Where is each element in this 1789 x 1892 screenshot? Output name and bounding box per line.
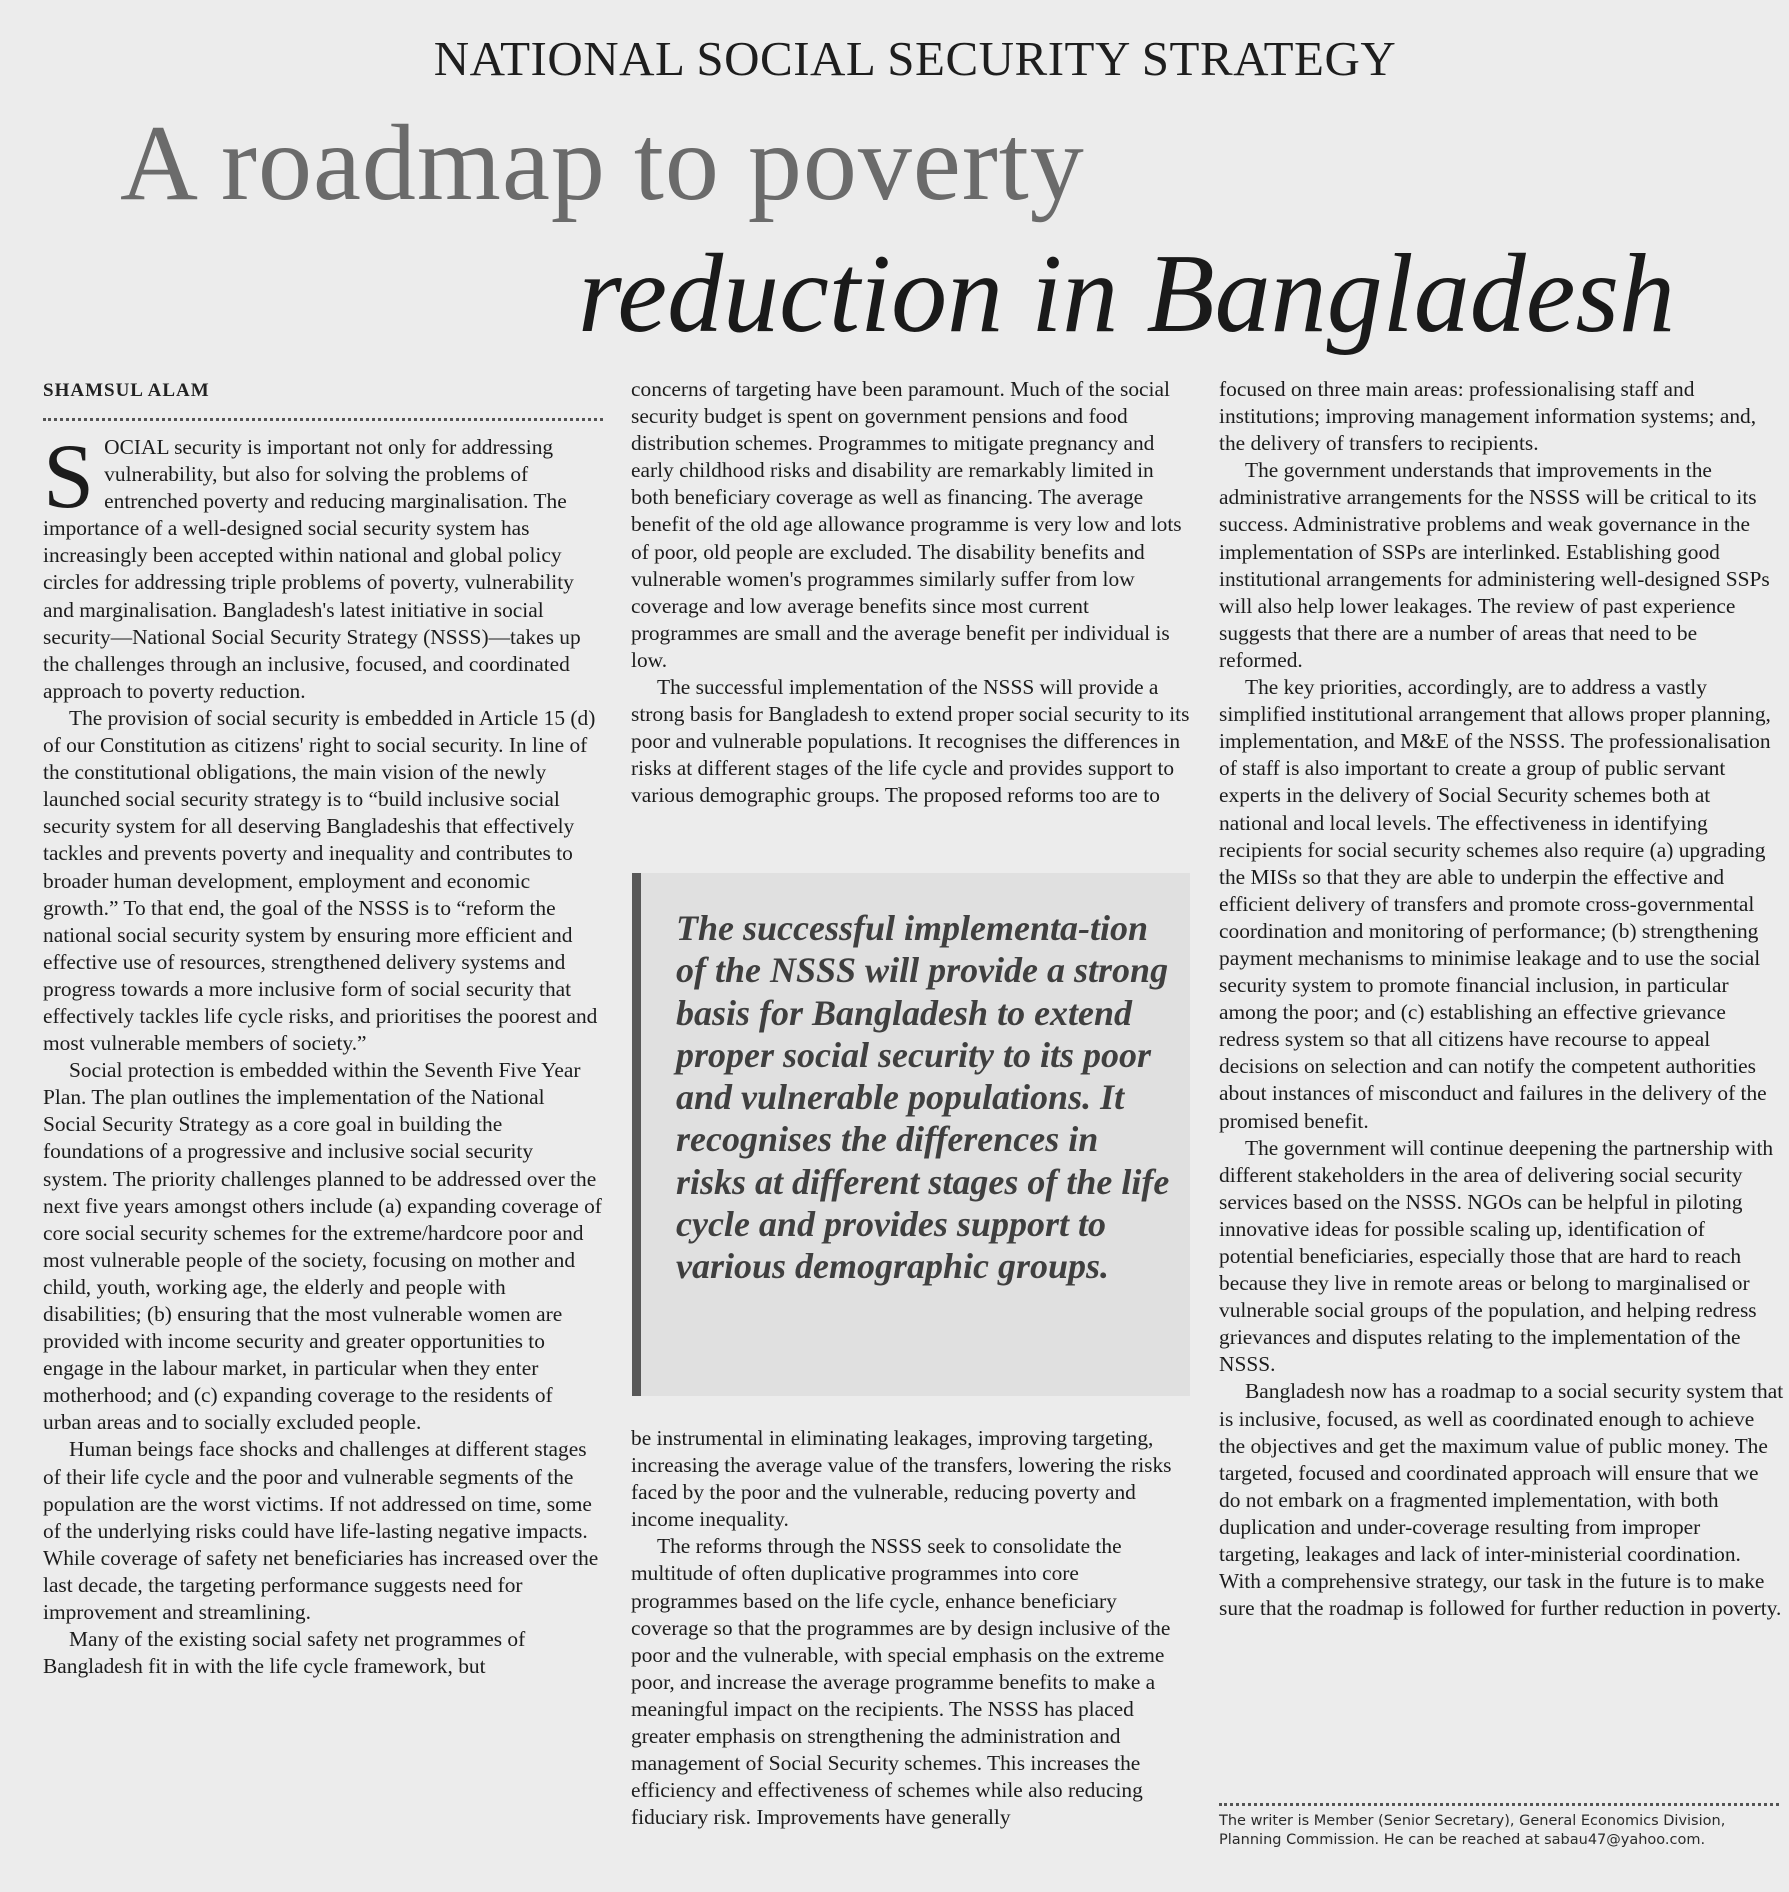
- byline-divider: [43, 418, 603, 421]
- pull-quote: [632, 873, 1190, 1396]
- col2-paragraph-3: be instrumental in eliminating leakages, improving targeting, increasing the average value of the transfers, lowering the risks faced by the poor and the vulnerable, reducing poverty and income inequality.: [631, 1426, 1172, 1532]
- col2-paragraph-2: The successful implementation of the NSSS will provide a strong basis for Bangladesh to extend proper social security to its poor and vulnerable populations. It recognises the differences in risks at different stages of the life cycle and provides support to various demographic groups. The proposed reforms too are to: [631, 675, 1190, 808]
- col3-paragraph-3: The key priorities, accordingly, are to address a vastly simplified institutional arrangement that allows proper planning, implementation, and M&E of the NSSS. The professionalisation of staff is also important to create a group of public servant experts in the delivery of Social Security schemes both at national and local levels. The effectiveness in identifying recipients for social security schemes also require (a) upgrading the MISs so that they are able to underpin the effective and efficient delivery of transfers and promote cross-governmental coordination and monitoring of performance; (b) strengthening payment mechanisms to minimise leakage and to use the social security system to promote financial inclusion, in particular among the poor; and (c) establishing an effective grievance redress system so that all citizens have recourse to appeal decisions on selection and can notify the competent authorities about instances of misconduct and failures in the delivery of the promised benefit.: [1219, 675, 1771, 1133]
- section-title: NATIONAL SOCIAL SECURITY STRATEGY: [433, 31, 1397, 86]
- col1-paragraph-5: Many of the existing social safety net programmes of Bangladesh fit in with the life cycle framework, but: [43, 1627, 526, 1679]
- pull-quote-text: The successful implementa-tion of the NSSS will provide a strong basis for Bangladesh to extend proper social security to its poor and vulnerable populations. It recognises the differences in risks at different stages of the life cycle and provides support to various demographic groups.: [676, 908, 1170, 1287]
- byline: SHAMSUL ALAM: [43, 380, 210, 401]
- col3-paragraph-5: Bangladesh now has a roadmap to a social security system that is inclusive, focused, as well as coordinated enough to achieve the objectives and get the maximum value of public money. The targeted, focused and coordinated approach will ensure that we do not embark on a fragmented implementation, with both duplication and under-coverage resulting from improper targeting, leakages and lack of inter-ministerial coordination. With a comprehensive strategy, our task in the future is to make sure that the roadmap is followed for further reduction in poverty.: [1219, 1379, 1784, 1621]
- col1-paragraph-2: The provision of social security is embedded in Article 15 (d) of our Constitution as citizens' right to social security. In line of the constitutional obligations, the main vision of the newly launched social security strategy is to “build inclusive social security system for all deserving Bangladeshis that effectively tackles and prevents poverty and inequality and contributes to broader human development, employment and economic growth.” To that end, the goal of the NSSS is to “reform the national social security system by ensuring more efficient and effective use of resources, strengthened delivery systems and progress towards a more inclusive form of social security that effectively tackles life cycle risks, and prioritises the poorest and most vulnerable members of society.”: [43, 705, 598, 1056]
- col3-paragraph-1: focused on three main areas: professionalising staff and institutions; improving management information systems; and, the delivery of transfers to recipients.: [1219, 377, 1757, 456]
- author-note: The writer is Member (Senior Secretary), General Economics Division, Planning Commission. He can be reached at sabau47@yahoo.com.: [1219, 1813, 1726, 1848]
- col1-paragraph-3: Social protection is embedded within the Seventh Five Year Plan. The plan outlines the implementation of the National Social Security Strategy as a core goal in building the foundations of a progressive and inclusive social security system. The priority challenges planned to be addressed over the next five years amongst others include (a) expanding coverage of core social security schemes for the extreme/hardcore poor and most vulnerable people of the society, focusing on mother and child, youth, working age, the elderly and people with disabilities; (b) ensuring that the most vulnerable women are provided with income security and greater opportunities to engage in the labour market, in particular when they enter motherhood; and (c) expanding coverage to the residents of urban areas and to socially excluded people.: [43, 1058, 602, 1435]
- headline-line-2: reduction in Bangladesh: [578, 232, 1676, 356]
- drop-cap: S: [43, 425, 95, 527]
- headline-line-1: A roadmap to poverty: [120, 104, 1085, 223]
- col3-paragraph-4: The government will continue deepening the partnership with different stakeholders in the area of delivering social security services based on the NSSS. NGOs can be helpful in piloting innovative ideas for possible scaling up, identification of potential beneficiaries, especially those that are hard to reach because they live in remote areas or belong to marginalised or vulnerable social groups of the population, and helping redress grievances and disputes relating to the implementation of the NSSS.: [1219, 1135, 1774, 1377]
- col2-paragraph-1: concerns of targeting have been paramount. Much of the social security budget is spent on government pensions and food distribution schemes. Programmes to mitigate pregnancy and early childhood risks and disability are remarkably limited in both beneficiary coverage as well as financing. The average benefit of the old age allowance programme is very low and lots of poor, old people are excluded. The disability benefits and vulnerable women's programmes similarly suffer from low coverage and low average benefits since most current programmes are small and the average benefit per individual is low.: [631, 377, 1182, 672]
- column-2-top: [631, 376, 1191, 810]
- author-note-divider: [1219, 1803, 1779, 1806]
- col2-paragraph-4: The reforms through the NSSS seek to consolidate the multitude of often duplicative programmes into core programmes based on the life cycle, enhance beneficiary coverage so that the programmes are by design inclusive of the poor and the vulnerable, with special emphasis on the extreme poor, and increase the average programme benefits to make a meaningful impact on the recipients. The NSSS has placed greater emphasis on strengthening the administration and management of Social Security schemes. This increases the efficiency and effectiveness of schemes while also reducing fiduciary risk. Improvements have generally: [631, 1534, 1171, 1830]
- column-1: [43, 425, 603, 1680]
- col1-paragraph-4: Human beings face shocks and challenges at different stages of their life cycle and the poor and vulnerable segments of the population are the worst victims. If not addressed on time, some of the underlying risks could have life-lasting negative impacts. While coverage of safety net beneficiaries has increased over the last decade, the targeting performance suggests need for improvement and streamlining.: [43, 1437, 599, 1625]
- column-2-bottom: [631, 1425, 1191, 1831]
- column-3: [1219, 376, 1784, 1622]
- col3-paragraph-2: The government understands that improvements in the administrative arrangements for the NSSS will be critical to its success. Administrative problems and weak governance in the implementation of SSPs are interlinked. Establishing good institutional arrangements for administering well-designed SSPs will also help lower leakages. The review of past experience suggests that there are a number of areas that need to be reformed.: [1219, 458, 1770, 672]
- col1-paragraph-1: SOCIAL security is important not only for addressing vulnerability, but also for solving the problems of entrenched poverty and reducing marginalisation. The importance of a well-designed social security system has increasingly been accepted within national and global policy circles for addressing triple problems of poverty, vulnerability and marginalisation. Bangladesh's latest initiative in social security—National Social Security Strategy (NSSS)—takes up the challenges through an inclusive, focused, and coordinated approach to poverty reduction.: [43, 425, 581, 703]
